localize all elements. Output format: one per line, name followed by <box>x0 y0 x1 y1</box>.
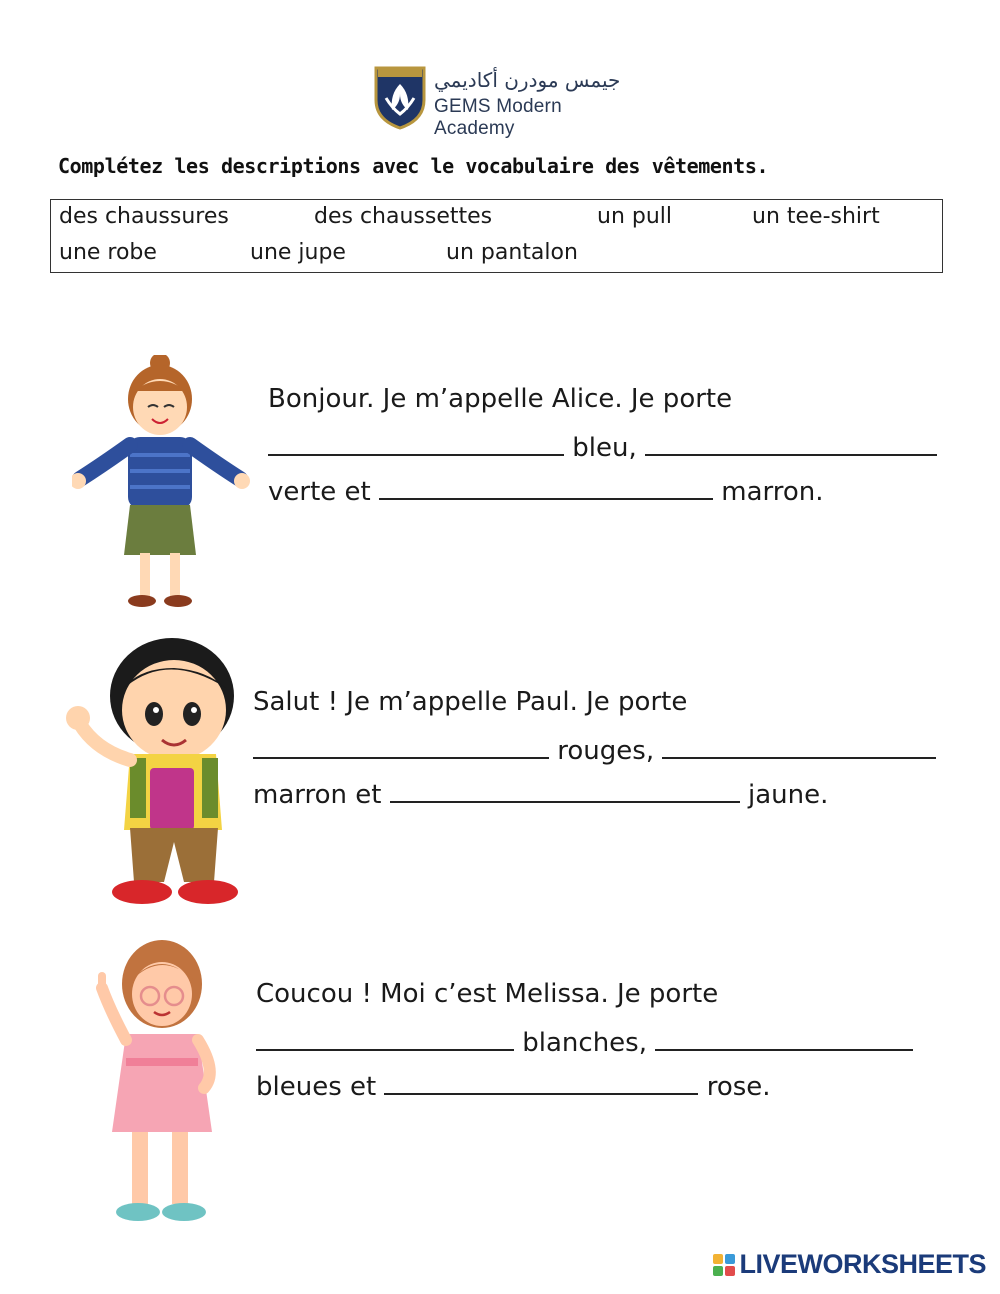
melissa-sentence-line-2 <box>256 1023 913 1058</box>
liveworksheets-logo-icon <box>713 1254 735 1276</box>
instruction-text: Complétez les descriptions avec le vocabulaire des vêtements. <box>58 154 769 178</box>
sentence-fragment: marron et <box>253 780 390 810</box>
sentence-fragment: rouges, <box>549 736 663 766</box>
alice-illustration <box>72 355 252 615</box>
answer-blank[interactable] <box>379 472 713 500</box>
sentence-fragment: marron. <box>712 477 824 507</box>
word-bank-item: des chaussures <box>59 204 229 229</box>
sentence-fragment: rose. <box>698 1072 771 1102</box>
paul-sentence-line-1: Salut ! Je m’appelle Paul. Je porte <box>253 687 688 717</box>
sentence-fragment: verte et <box>268 477 379 507</box>
word-bank-item: une jupe <box>250 240 346 265</box>
school-logo <box>372 64 642 139</box>
answer-blank[interactable] <box>384 1067 698 1095</box>
brand-name: LIVEWORKSHEETS <box>739 1249 986 1279</box>
school-name-arabic: جيمس مودرن أكاديمي <box>434 68 621 92</box>
sentence-fragment: bleu, <box>564 433 645 463</box>
school-crest-icon <box>374 64 426 130</box>
liveworksheets-brand <box>713 1249 986 1280</box>
answer-blank[interactable] <box>655 1023 913 1051</box>
paul-sentence-line-2 <box>253 731 936 766</box>
word-bank <box>50 199 943 273</box>
answer-blank[interactable] <box>390 775 740 803</box>
alice-sentence-line-3 <box>268 472 824 507</box>
sentence-fragment: jaune. <box>739 780 829 810</box>
sentence-fragment: blanches, <box>514 1028 656 1058</box>
melissa-sentence-line-3 <box>256 1067 771 1102</box>
melissa-illustration <box>86 940 236 1230</box>
sentence-fragment: bleues et <box>256 1072 385 1102</box>
alice-sentence-line-1: Bonjour. Je m’appelle Alice. Je porte <box>268 384 733 414</box>
melissa-sentence-line-1: Coucou ! Moi c’est Melissa. Je porte <box>256 979 719 1009</box>
paul-sentence-line-3 <box>253 775 828 810</box>
word-bank-item: des chaussettes <box>314 204 493 229</box>
word-bank-item: un pantalon <box>446 240 578 265</box>
word-bank-item: un pull <box>597 204 673 229</box>
paul-illustration <box>66 630 246 912</box>
answer-blank[interactable] <box>645 428 937 456</box>
alice-sentence-line-2 <box>268 428 937 463</box>
school-name: GEMS Modern Academy <box>434 96 562 139</box>
answer-blank[interactable] <box>256 1023 514 1051</box>
answer-blank[interactable] <box>268 428 564 456</box>
answer-blank[interactable] <box>253 731 549 759</box>
word-bank-item: un tee-shirt <box>752 204 880 229</box>
word-bank-item: une robe <box>59 240 157 265</box>
answer-blank[interactable] <box>662 731 936 759</box>
